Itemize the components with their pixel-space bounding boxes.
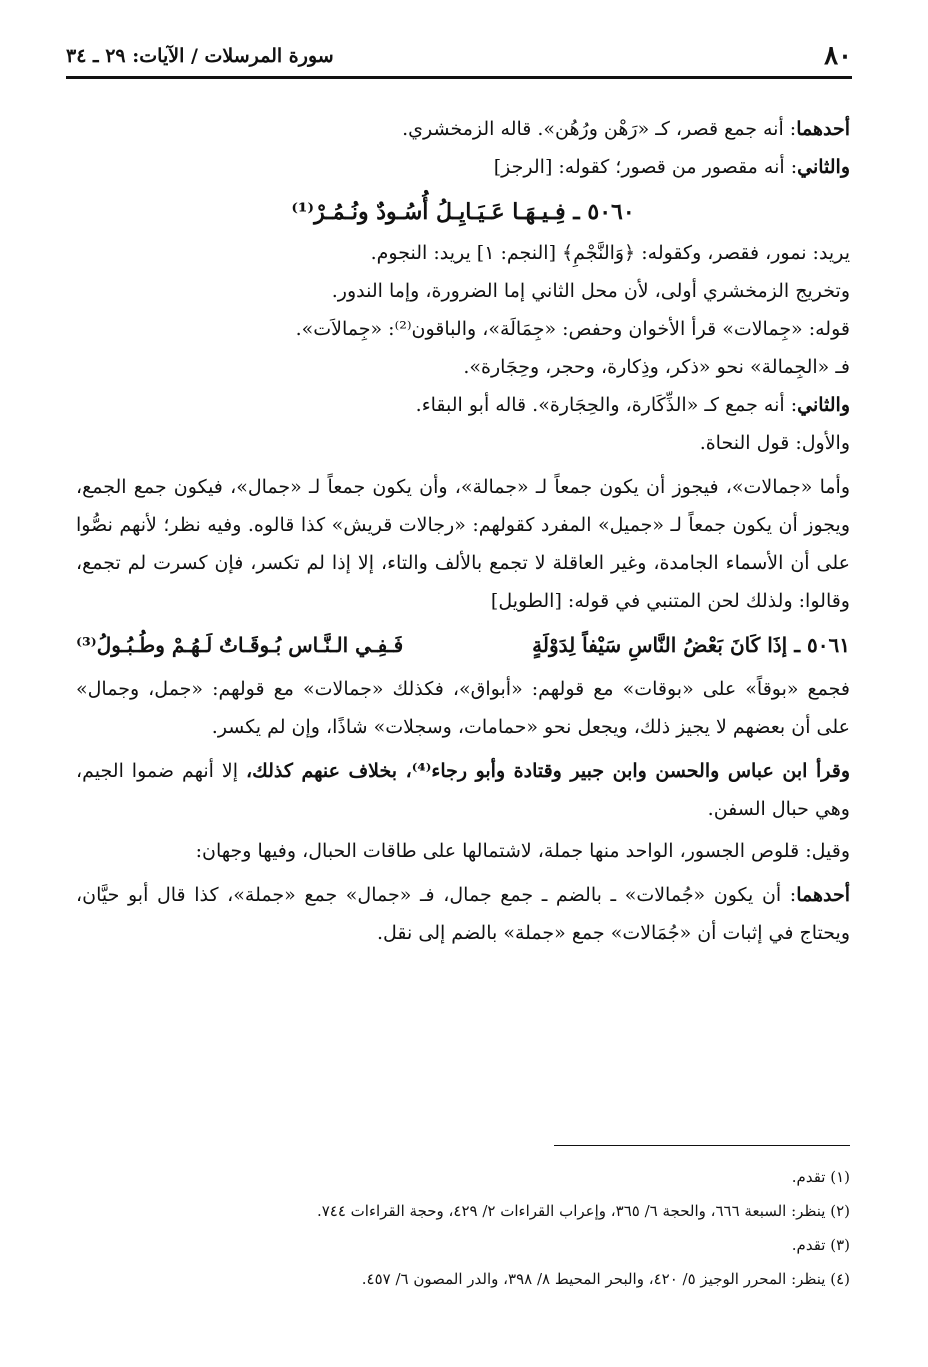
paragraph-label: والثاني <box>797 394 850 416</box>
paragraph-text: إلا أنهم ضموا الجيم، وهي حبال السفن. <box>76 760 850 820</box>
footnote-4: (٤) ينظر: المحرر الوجيز ٥/ ٤٢٠، والبحر المحيط ٨/ ٣٩٨، والدر المصون ٦/ ٤٥٧. <box>361 1270 850 1288</box>
paragraph: وأما «جمالات»، فيجوز أن يكون جمعاً لـ «جمالة»، وأن يكون جمعاً لـ «جمال»، فيكون جمع الجمع، ويجوز أن يكون جمعاً لـ «جميل» المفرد كقولهم: «رجالات قريش» كذا قالوه. وفيه نظر؛ لأنهم نصُّوا على أن الأسماء الجامدة، وغير العاقلة لا تجمع بالألف والتاء، إلا إذا لم تكسر، فإن كسرت لم تجمع، وقالوا: ولذلك لحن المتنبي في قوله: [الطويل] <box>76 476 850 612</box>
verse-second-hemistich: فَـفِـي الـنَّـاس بُـوقَـاتٌ لَـهُـمْ وطُـبُـولُ⁽³⁾ <box>76 633 404 657</box>
footnotes <box>76 1160 850 1296</box>
paragraph-label: أحدهما <box>796 884 850 906</box>
paragraph: وقيل: قلوص الجسور، الواحد منها جملة، لاشتمالها على طاقات الحبال، وفيها وجهان: <box>195 840 850 862</box>
paragraph-text: : أنه جمع كـ «الذِّكَارة، والحِجَارة». قاله أبو البقاء. <box>415 394 798 416</box>
footnote-1: (١) تقدم. <box>791 1168 850 1186</box>
running-title: سورة المرسلات / الآيات: ٢٩ ـ ٣٤ <box>66 45 334 67</box>
paragraph-text: : أن يكون «جُمالات» ـ بالضم ـ جمع جمال، فـ «جمال» جمع «جملة»، كذا قال أبو حيَّان، ويحتاج في إثبات أن «جُمَالات» جمع «جملة» بالضم إلى نقل. <box>76 884 850 944</box>
verse-first-hemistich: ٥٠٦١ ـ إذَا كَانَ بَعْضُ النَّاسِ سَيْفاً لِدَوْلَةٍ <box>532 633 850 657</box>
verse-5061 <box>76 624 850 666</box>
paragraph <box>76 386 850 424</box>
paragraph: فجمع «بوقاً» على «بوقات» مع قولهم: «أبواق»، فكذلك «جمالات» مع قولهم: «جمل، وجمال» على أن بعضهم لا يجيز ذلك، ويجعل نحو «حمامات، وسجلات» شاذًا، وإن لم يكسر. <box>76 678 850 738</box>
paragraph-bold-text: وقرأ ابن عباس والحسن وابن جبير وقتادة وأبو رجاء⁽⁴⁾، بخلاف عنهم كذلك، <box>245 760 850 782</box>
paragraph-text: : أنه جمع قصر، كـ «رَهْن ورُهُن». قاله الزمخشري. <box>402 118 797 140</box>
paragraph: يريد: نمور، فقصر، وكقوله: ﴿وَالنَّجْمِ﴾ [النجم: ١] يريد: النجوم. <box>370 242 850 264</box>
footnote-divider <box>554 1145 850 1146</box>
main-text <box>76 110 850 952</box>
paragraph-label: أحدهما <box>796 118 850 140</box>
page-header <box>66 36 852 79</box>
paragraph <box>76 876 850 952</box>
footnote-3: (٣) تقدم. <box>791 1236 850 1254</box>
paragraph: وتخريج الزمخشري أولى، لأن محل الثاني إما الضرورة، وإما الندور. <box>331 280 850 302</box>
paragraph: فـ «الجِمالة» نحو «ذكر، وذِكارة، وحجر، وحِجَارة». <box>463 356 850 378</box>
verse-5060: ٥٠٦٠ ـ فِـيـهَـا عَـيَـايِـلُ أُسُـودٌ ونُـمُـرْ⁽¹⁾ <box>291 199 635 225</box>
paragraph <box>76 110 850 148</box>
paragraph: والأول: قول النحاة. <box>699 432 850 454</box>
paragraph: قوله: «جِمالات» قرأ الأخوان وحفص: «جِمَالَة»، والباقون⁽²⁾: «جِمالاَت». <box>295 318 850 340</box>
footnote-2: (٢) ينظر: السبعة ٦٦٦، والحجة ٦/ ٣٦٥، وإعراب القراءات ٢/ ٤٢٩، وحجة القراءات ٧٤٤. <box>316 1202 850 1220</box>
page-number: ٨٠ <box>824 41 852 71</box>
paragraph <box>76 148 850 186</box>
paragraph-label: والثاني <box>797 156 850 178</box>
paragraph-text: : أنه مقصور من قصور؛ كقوله: [الرجز] <box>493 156 798 178</box>
paragraph <box>76 752 850 828</box>
